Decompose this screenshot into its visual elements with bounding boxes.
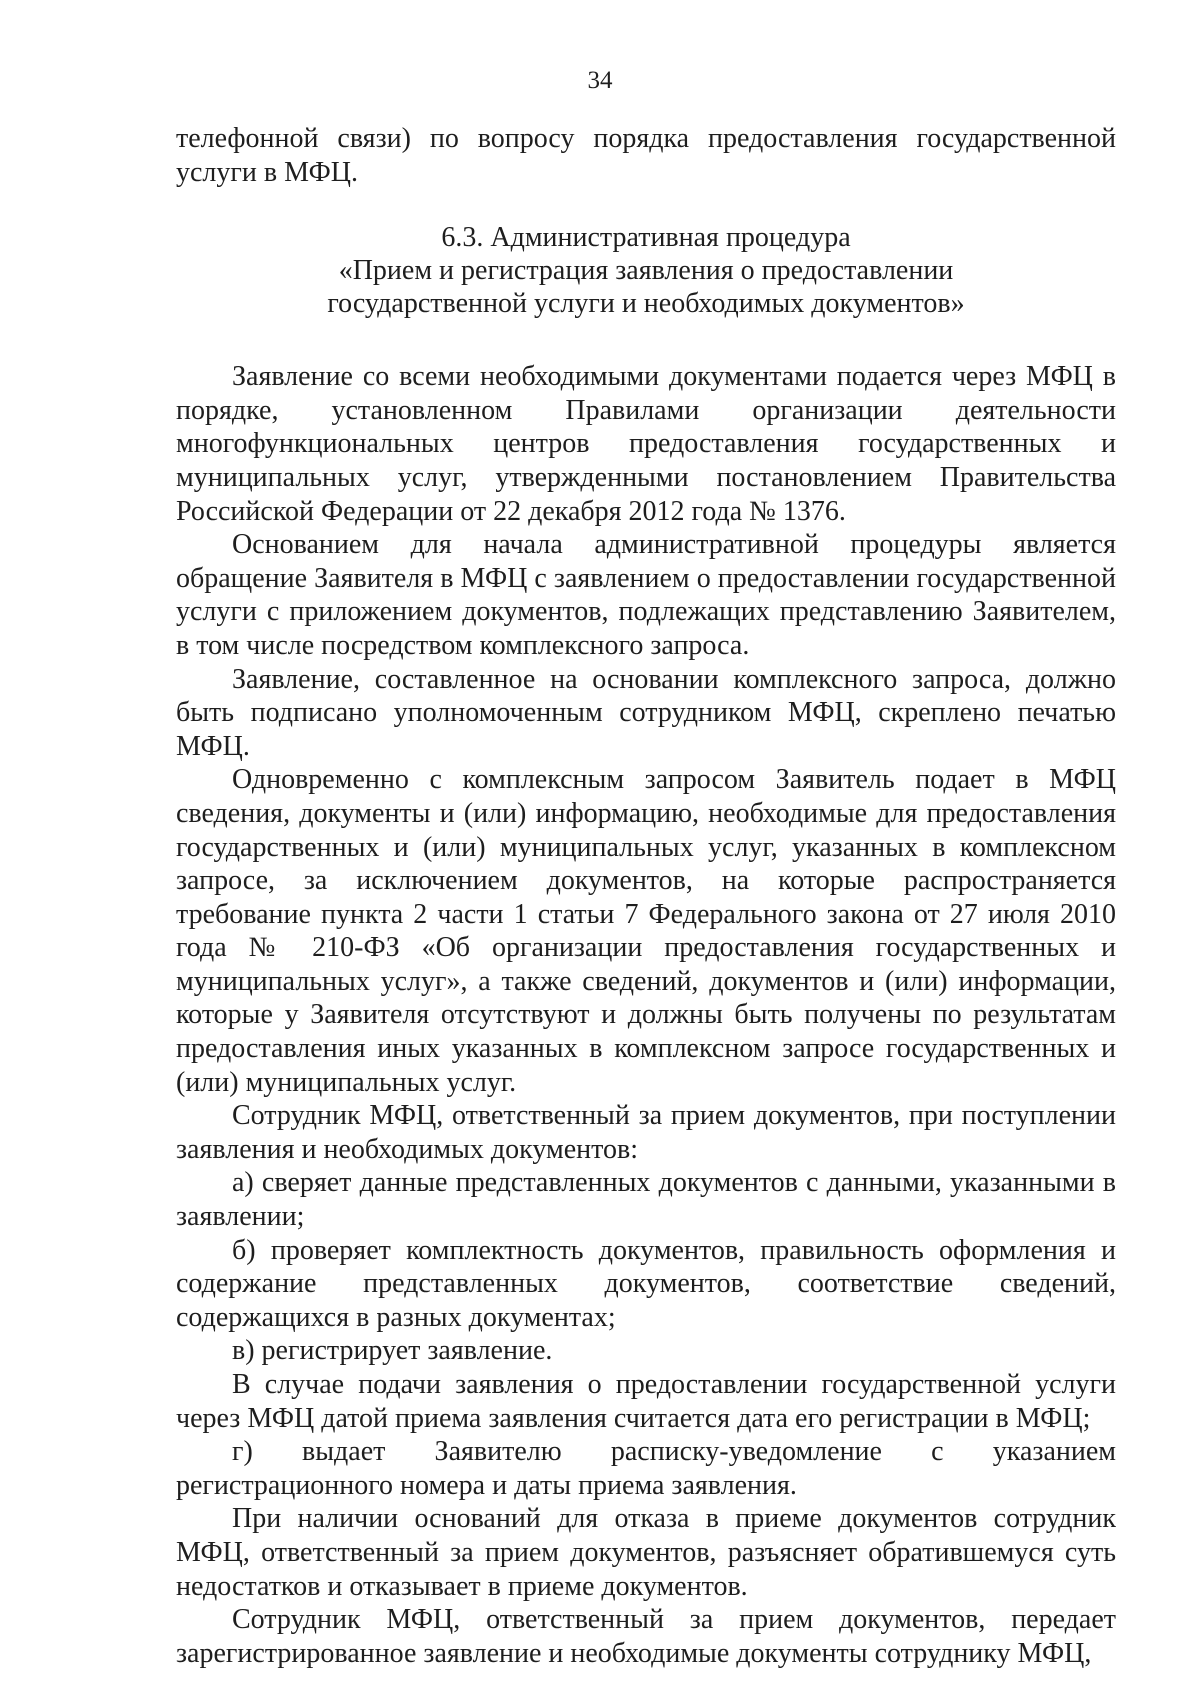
list-item-b: б) проверяет комплектность документов, правильность оформления и содержание представленных документов, соответствие сведений, содержащихся в разных документах; (176, 1234, 1116, 1333)
paragraph-complex-request-signature: Заявление, составленное на основании комплексного запроса, должно быть подписано уполномоченным сотрудником МФЦ, скреплено печатью МФЦ. (176, 663, 1116, 762)
list-item-v: в) регистрирует заявление. (232, 1335, 553, 1367)
paragraph-employee-duties: Сотрудник МФЦ, ответственный за прием документов, при поступлении заявления и необходимых документов: (176, 1100, 1116, 1165)
section-heading-title-line1: «Прием и регистрация заявления о предоставлении (338, 255, 954, 287)
list-item-a: а) сверяет данные представленных документов с данными, указанными в заявлении; (176, 1167, 1116, 1233)
section-heading-title-line2: государственной услуги и необходимых документов» (327, 288, 965, 320)
paragraph-refusal: При наличии оснований для отказа в приеме документов сотрудник МФЦ, ответственный за прием документов, разъясняет обратившемуся суть недостатков и отказывает в приеме документов. (176, 1503, 1116, 1602)
paragraph-registration-date: В случае подачи заявления о предоставлении государственной услуги через МФЦ датой приема заявления считается дата его регистрации в МФЦ; (176, 1369, 1116, 1434)
paragraph-transfer: Сотрудник МФЦ, ответственный за прием документов, передает зарегистрированное заявление и необходимые документы сотруднику МФЦ, (176, 1604, 1116, 1669)
paragraph-complex-request-documents: Одновременно с комплексным запросом Заявитель подает в МФЦ сведения, документы и (или) информацию, необходимые для предоставления государственных и (или) муниципальных услуг, указанных в комплексном запросе, за исключением документов, на которые распространяется требование пункта 2 части 1 статьи 7 Федерального закона от 27 июля 2010 года № 210-ФЗ «Об организации предоставления государственных и муниципальных услуг», а также сведений, документов и (или) информации, которые у Заявителя отсутствуют и должны быть получены по результатам предоставления иных указанных в комплексном запросе государственных и (или) муниципальных услуг. (176, 764, 1116, 1098)
paragraph-procedure-basis: Основанием для начала административной процедуры является обращение Заявителя в МФЦ с заявлением о предоставлении государственной услуги с приложением документов, подлежащих представлению Заявителем, в том числе посредством комплексного запроса. (176, 529, 1116, 661)
section-heading-number: 6.3. Административная процедура (441, 222, 851, 254)
document-body (176, 122, 1116, 1670)
section-heading (176, 221, 1116, 320)
paragraph-application-submission: Заявление со всеми необходимыми документами подается через МФЦ в порядке, установленном Правилами организации деятельности многофункциональных центров предоставления государственных и муниципальных услуг, утвержденными постановлением Правительства Российской Федерации от 22 декабря 2012 года № 1376. (176, 361, 1116, 527)
intro-continuation: телефонной связи) по вопросу порядка предоставления государственной услуги в МФЦ. (176, 123, 1116, 188)
page-number: 34 (587, 67, 613, 94)
list-item-g: г) выдает Заявителю расписку-уведомление с указанием регистрационного номера и даты приема заявления. (176, 1436, 1116, 1501)
